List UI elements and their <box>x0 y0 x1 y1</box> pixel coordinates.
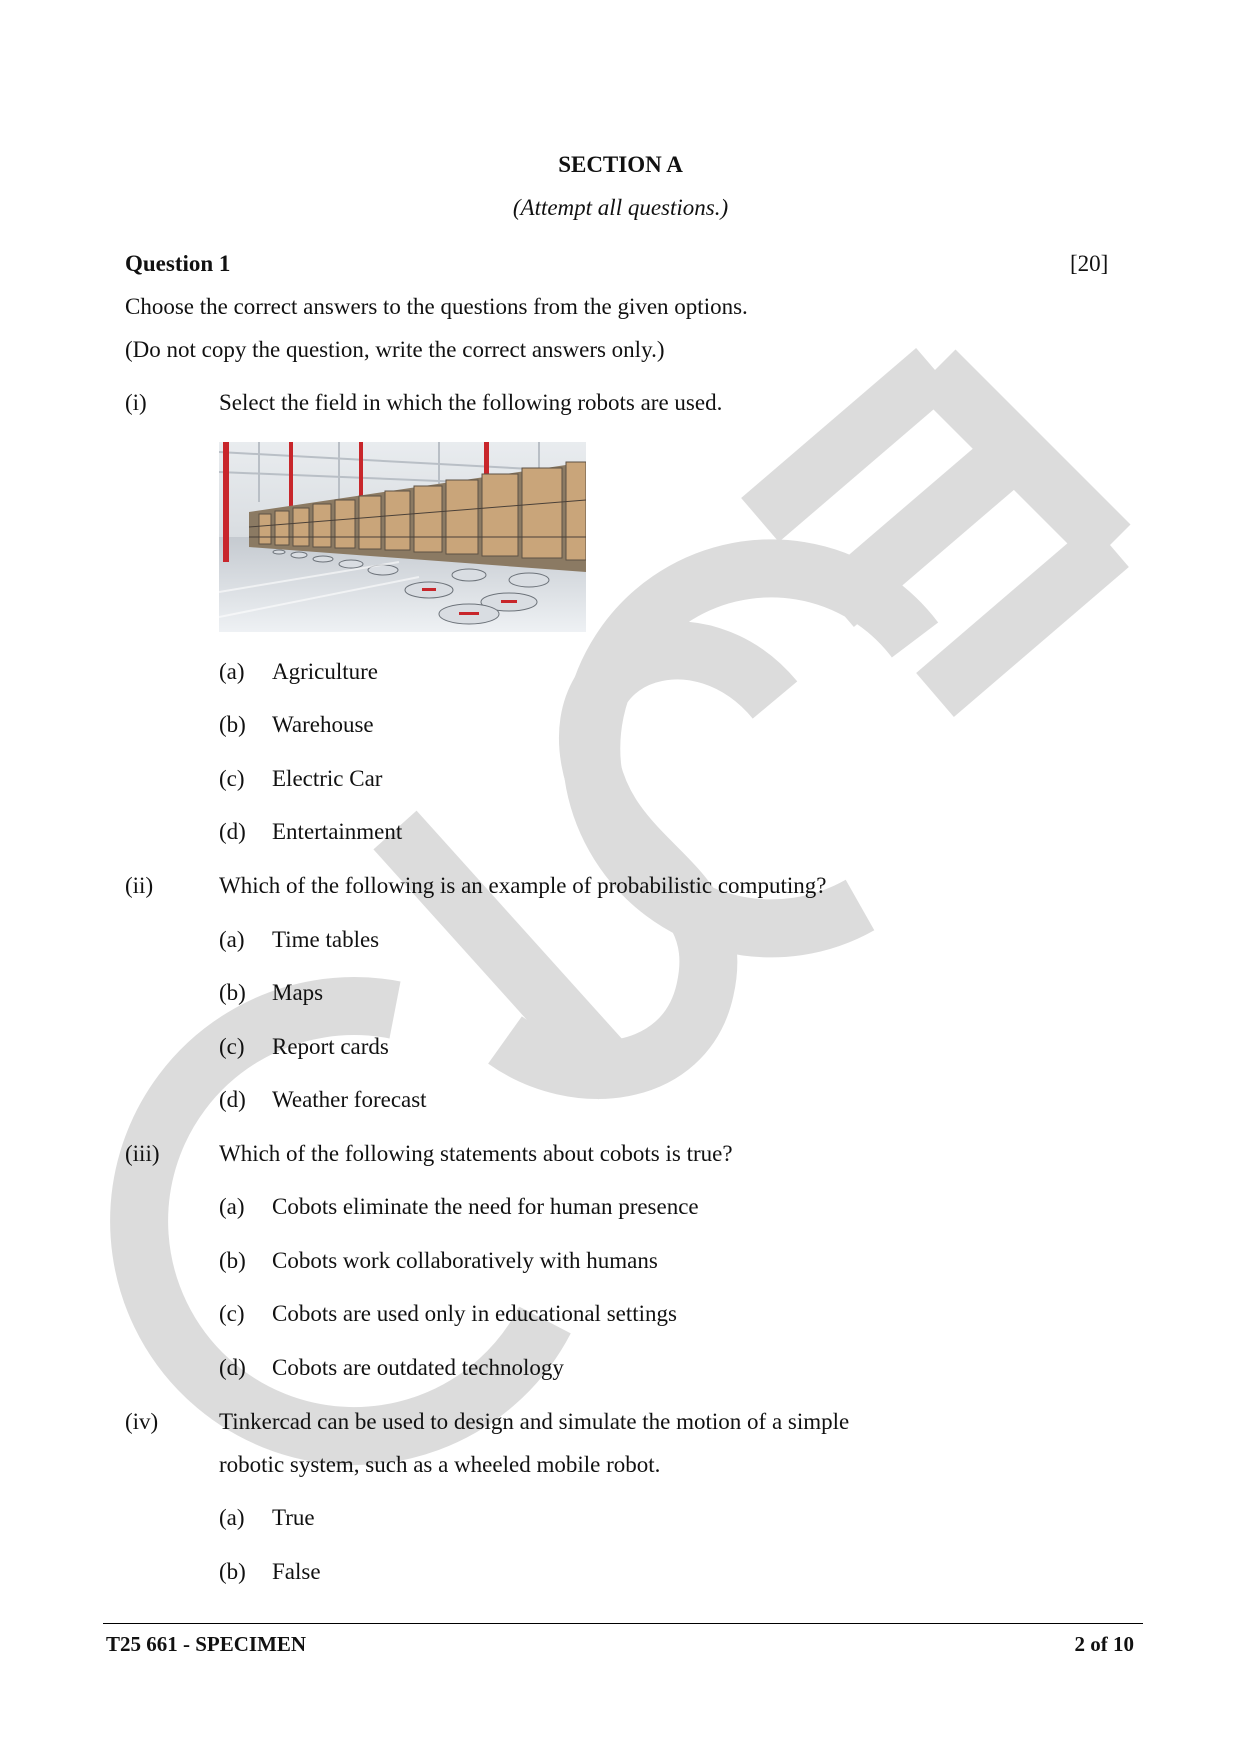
option-text: Electric Car <box>272 766 383 791</box>
option <box>219 658 378 686</box>
option-label: (b) <box>219 712 246 737</box>
item-number: (iv) <box>125 1409 159 1434</box>
option-text: False <box>272 1559 321 1584</box>
instruction-line-2: (Do not copy the question, write the correct answers only.) <box>125 337 665 362</box>
option-label: (c) <box>219 1034 245 1059</box>
footer-code: T25 661 - SPECIMEN <box>106 1632 307 1656</box>
option-label: (a) <box>219 1505 245 1530</box>
question-text: Which of the following statements about cobots is true? <box>219 1141 733 1166</box>
option <box>219 711 374 739</box>
instruction-line-1: Choose the correct answers to the questions from the given options. <box>125 294 748 319</box>
option-text: Cobots are used only in educational settings <box>272 1301 677 1326</box>
option-label: (a) <box>219 927 245 952</box>
section-title: SECTION A <box>558 152 683 177</box>
option <box>219 926 379 954</box>
option <box>219 1247 658 1275</box>
option-text: True <box>272 1505 315 1530</box>
option-label: (d) <box>219 1087 246 1112</box>
question-text: Which of the following is an example of probabilistic computing? <box>219 873 827 898</box>
option-label: (a) <box>219 659 245 684</box>
option-label: (b) <box>219 980 246 1005</box>
question-text-line-1: Tinkercad can be used to design and simulate the motion of a simple <box>219 1409 850 1434</box>
option-label: (b) <box>219 1248 246 1273</box>
item-number: (iii) <box>125 1141 160 1166</box>
option-label: (a) <box>219 1194 245 1219</box>
option-label: (d) <box>219 819 246 844</box>
option-text: Warehouse <box>272 712 374 737</box>
option <box>219 979 323 1007</box>
option <box>219 1300 677 1328</box>
page-number: 2 of 10 <box>1074 1632 1134 1656</box>
option-text: Entertainment <box>272 819 403 844</box>
warehouse-robots-image <box>219 442 586 632</box>
option <box>219 1086 427 1114</box>
question-title: Question 1 <box>125 251 231 276</box>
option-text: Weather forecast <box>272 1087 427 1112</box>
option <box>219 1558 321 1586</box>
item-number: (i) <box>125 390 147 415</box>
option <box>219 765 382 793</box>
question-marks: [20] <box>1070 251 1109 276</box>
section-note: (Attempt all questions.) <box>512 195 729 220</box>
question-text-line-2: robotic system, such as a wheeled mobile robot. <box>219 1452 661 1477</box>
option-text: Time tables <box>272 927 380 952</box>
question-text: Select the field in which the following robots are used. <box>219 390 723 415</box>
option-text: Cobots eliminate the need for human presence <box>272 1194 699 1219</box>
option <box>219 1504 315 1532</box>
option-text: Agriculture <box>272 659 379 684</box>
option-label: (d) <box>219 1355 246 1380</box>
option-text: Cobots are outdated technology <box>272 1355 564 1380</box>
option <box>219 1033 389 1061</box>
option-text: Report cards <box>272 1034 389 1059</box>
option <box>219 1354 564 1382</box>
footer-divider <box>103 1623 1143 1624</box>
option <box>219 818 402 846</box>
item-number: (ii) <box>125 873 154 898</box>
option <box>219 1193 699 1221</box>
option-label: (c) <box>219 766 245 791</box>
option-label: (c) <box>219 1301 245 1326</box>
option-label: (b) <box>219 1559 246 1584</box>
option-text: Cobots work collaboratively with humans <box>272 1248 658 1273</box>
option-text: Maps <box>272 980 324 1005</box>
